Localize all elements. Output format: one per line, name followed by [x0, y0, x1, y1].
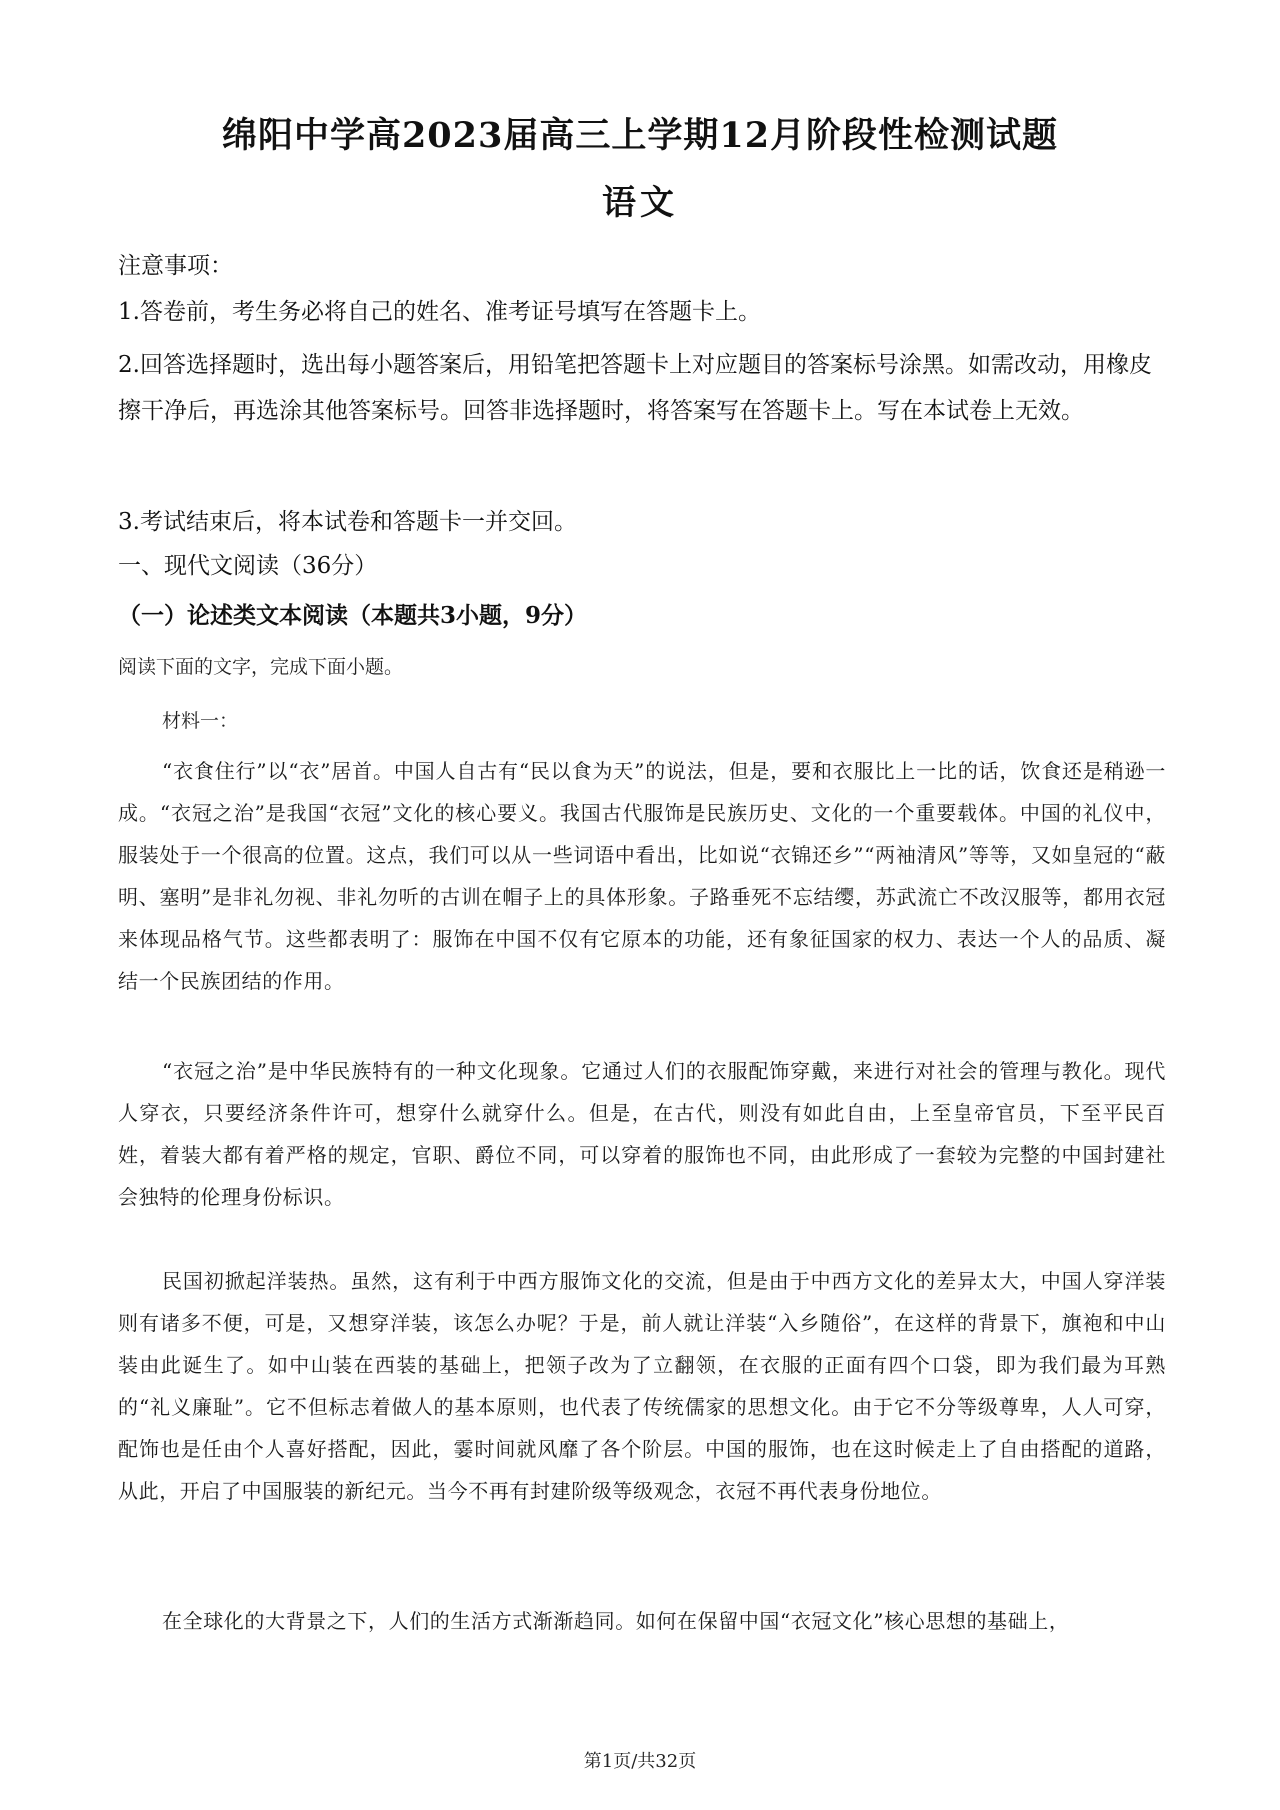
reading-instruction: 阅读下面的文字，完成下面小题。 — [118, 656, 404, 678]
material-label: 材料一： — [162, 710, 239, 732]
notice-heading: 注意事项： — [118, 253, 233, 279]
notice-item-3: 3.考试结束后，将本试卷和答题卡一并交回。 — [118, 509, 577, 535]
section-subpart-heading: （一）论述类文本阅读（本题共3小题，9分） — [118, 602, 588, 629]
paragraph-3: 民国初掀起洋装热。虽然，这有利于中西方服饰文化的交流，但是由于中西方文化的差异太大，中国人穿洋装则有诸多不便，可是，又想穿洋装，该怎么办呢？于是，前人就让洋装“入乡随俗”，在这样的背景下，旗袍和中山装由此诞生了。如中山装在西装的基础上，把领子改为了立翻领，在衣服的正面有四个口袋，即为我们最为耳熟的“礼义廉耻”。它不但标志着做人的基本原则，也代表了传统儒家的思想文化。由于它不分等级尊卑，人人可穿，配饰也是任由个人喜好搭配，因此，霎时间就风靡了各个阶层。中国的服饰，也在这时候走上了自由搭配的道路，从此，开启了中国服装的新纪元。当今不再有封建阶级等级观念，衣冠不再代表身份地位。 — [118, 1269, 1166, 1503]
paragraph-2: “衣冠之治”是中华民族特有的一种文化现象。它通过人们的衣服配饰穿戴，来进行对社会的管理与教化。现代人穿衣，只要经济条件许可，想穿什么就穿什么。但是，在古代，则没有如此自由，上至皇帝官员，下至平民百姓，着装大都有着严格的规定，官职、爵位不同，可以穿着的服饰也不同，由此形成了一套较为完整的中国封建社会独特的伦理身份标识。 — [118, 1059, 1166, 1209]
page-number: 第1页/共32页 — [583, 1751, 697, 1772]
subject-title: 语文 — [602, 183, 678, 223]
notice-item-2: 2.回答选择题时，选出每小题答案后，用铅笔把答题卡上对应题目的答案标号涂黑。如需改动，用橡皮擦干净后，再选涂其他答案标号。回答非选择题时，将答案写在答题卡上。写在本试卷上无效。 — [118, 352, 1152, 424]
paragraph-4: 在全球化的大背景之下，人们的生活方式渐渐趋同。如何在保留中国“衣冠文化”核心思想的基础上， — [162, 1609, 1070, 1633]
exam-title: 绵阳中学高2023届高三上学期12月阶段性检测试题 — [221, 115, 1059, 156]
section-part-heading: 一、现代文阅读（36分） — [118, 553, 378, 579]
notice-item-1: 1.答卷前，考生务必将自己的姓名、准考证号填写在答题卡上。 — [118, 299, 761, 325]
paragraph-1: “衣食住行”以“衣”居首。中国人自古有“民以食为天”的说法，但是，要和衣服比上一比的话，饮食还是稍逊一成。“衣冠之治”是我国“衣冠”文化的核心要义。我国古代服饰是民族历史、文化的一个重要载体。中国的礼仪中，服装处于一个很高的位置。这点，我们可以从一些词语中看出，比如说“衣锦还乡”“两袖清风”等等，又如皇冠的“蔽明、塞明”是非礼勿视、非礼勿听的古训在帽子上的具体形象。子路垂死不忘结缨，苏武流亡不改汉服等，都用衣冠来体现品格气节。这些都表明了：服饰在中国不仅有它原本的功能，还有象征国家的权力、表达一个人的品质、凝结一个民族团结的作用。 — [118, 759, 1166, 993]
